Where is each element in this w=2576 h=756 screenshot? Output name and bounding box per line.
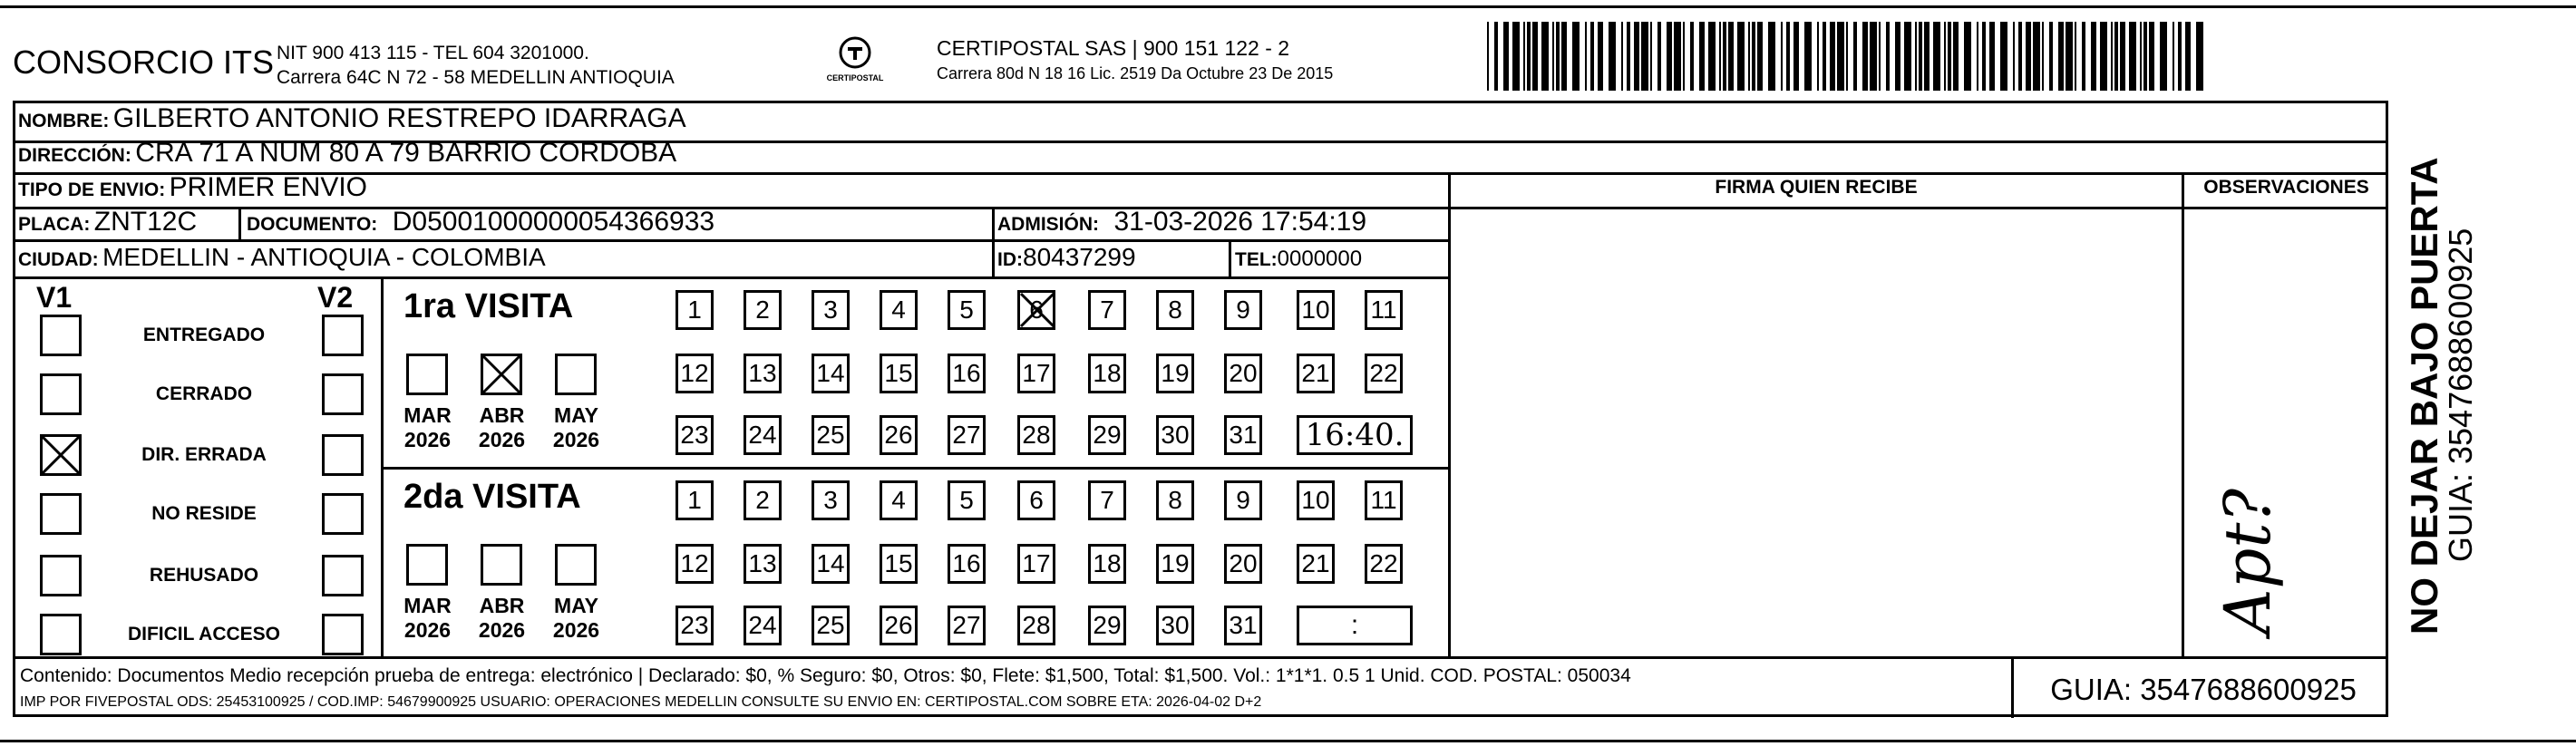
status-label: NO RESIDE bbox=[151, 503, 257, 524]
logo-text: CERTIPOSTAL bbox=[826, 73, 884, 82]
day-cell[interactable]: 14 bbox=[812, 544, 850, 584]
status-label: DIR. ERRADA bbox=[141, 444, 267, 465]
address-row bbox=[18, 138, 676, 169]
month-label bbox=[394, 594, 462, 643]
row-rule bbox=[13, 239, 1450, 242]
v1-header: V1 bbox=[36, 281, 73, 314]
signature-header: FIRMA QUIEN RECIBE bbox=[1715, 177, 1918, 198]
row-rule bbox=[13, 276, 1450, 279]
v2-checkbox[interactable] bbox=[322, 614, 364, 655]
day-cell[interactable]: 10 bbox=[1297, 480, 1335, 520]
month-checkbox[interactable] bbox=[406, 354, 448, 395]
day-cell[interactable]: 28 bbox=[1017, 415, 1055, 455]
id-row bbox=[997, 243, 1136, 272]
month-year: 2026 bbox=[403, 428, 452, 451]
carrier-line-1: CERTIPOSTAL SAS | 900 151 122 - 2 bbox=[937, 36, 1290, 60]
day-cell[interactable]: 8 bbox=[1156, 290, 1194, 330]
day-cell[interactable]: 7 bbox=[1088, 480, 1126, 520]
day-cell[interactable]: 30 bbox=[1156, 606, 1194, 645]
day-cell[interactable]: 14 bbox=[812, 354, 850, 393]
v2-header: V2 bbox=[317, 281, 354, 314]
col-rule bbox=[2182, 172, 2184, 658]
v1-checkbox[interactable] bbox=[40, 315, 82, 356]
day-cell[interactable]: 4 bbox=[880, 290, 918, 330]
day-cell[interactable]: 8 bbox=[1156, 480, 1194, 520]
status-label: CERRADO bbox=[155, 383, 253, 404]
document-row bbox=[247, 207, 714, 237]
month-name: ABR bbox=[479, 403, 525, 427]
name-value: GILBERTO ANTONIO RESTREPO IDARRAGA bbox=[112, 103, 686, 133]
day-cell[interactable]: 6 bbox=[1017, 480, 1055, 520]
status-label: REHUSADO bbox=[149, 565, 259, 586]
footer-guide: GUIA: 3547688600925 bbox=[2050, 673, 2357, 706]
day-cell[interactable]: 20 bbox=[1224, 354, 1262, 393]
company-info bbox=[277, 41, 675, 90]
v2-checkbox[interactable] bbox=[322, 315, 364, 356]
day-cell[interactable]: 31 bbox=[1224, 415, 1262, 455]
admission-value: 31-03-2026 17:54:19 bbox=[1113, 207, 1367, 237]
month-checkbox[interactable] bbox=[555, 354, 597, 395]
day-check-mark bbox=[1019, 292, 1055, 328]
day-cell[interactable]: 4 bbox=[880, 480, 918, 520]
admission-label: ADMISIÓN: bbox=[997, 214, 1099, 235]
month-label bbox=[394, 403, 462, 452]
time-field[interactable]: 16:40. bbox=[1297, 415, 1413, 455]
day-cell[interactable]: 19 bbox=[1156, 354, 1194, 393]
col-rule bbox=[1448, 172, 1451, 658]
day-cell[interactable]: 28 bbox=[1017, 606, 1055, 645]
day-cell[interactable]: 27 bbox=[948, 415, 986, 455]
logo-icon bbox=[837, 34, 873, 71]
side-warning: NO DEJAR BAJO PUERTA bbox=[2403, 157, 2445, 635]
day-cell[interactable]: 19 bbox=[1156, 544, 1194, 584]
day-cell[interactable]: 3 bbox=[812, 480, 850, 520]
col-rule bbox=[992, 207, 995, 277]
day-cell[interactable]: 11 bbox=[1365, 480, 1403, 520]
plate-value: ZNT12C bbox=[93, 207, 198, 237]
month-year: 2026 bbox=[552, 618, 600, 642]
day-cell[interactable]: 13 bbox=[744, 354, 782, 393]
day-cell[interactable]: 6 bbox=[1017, 290, 1055, 330]
plate-label: PLACA: bbox=[18, 214, 91, 235]
day-cell[interactable]: 1 bbox=[676, 290, 714, 330]
footer-print-info: IMP POR FIVEPOSTAL ODS: 25453100925 / COD.IMP: 54679900925 USUARIO: OPERACIONES MEDELLIN CONSULTE SU ENVIO EN: CERTIPOSTAL.COM SOBRE ETA: 2026-04-02 D+2 bbox=[20, 694, 1262, 710]
col-rule bbox=[2011, 656, 2014, 718]
v1-checkbox[interactable] bbox=[40, 555, 82, 596]
day-cell[interactable]: 23 bbox=[676, 606, 714, 645]
status-label: ENTREGADO bbox=[142, 325, 266, 345]
day-cell[interactable]: 3 bbox=[812, 290, 850, 330]
month-year: 2026 bbox=[478, 428, 526, 451]
day-cell[interactable]: 10 bbox=[1297, 290, 1335, 330]
day-cell[interactable]: 12 bbox=[676, 544, 714, 584]
status-label: DIFICIL ACCESO bbox=[127, 624, 280, 645]
tel-row bbox=[1235, 247, 1362, 272]
month-name: ABR bbox=[479, 594, 525, 617]
day-cell[interactable]: 25 bbox=[812, 606, 850, 645]
v2-checkbox[interactable] bbox=[322, 555, 364, 596]
ship-type-row bbox=[18, 172, 367, 203]
v2-checkbox[interactable] bbox=[322, 434, 364, 476]
v1-checkbox[interactable] bbox=[40, 373, 82, 415]
top-rule bbox=[0, 5, 2576, 8]
carrier-line-2: Carrera 80d N 18 16 Lic. 2519 Da Octubre 23 De 2015 bbox=[937, 64, 1334, 82]
v2-checkbox[interactable] bbox=[322, 373, 364, 415]
visit-divider bbox=[381, 467, 1450, 470]
row-rule bbox=[13, 172, 2388, 175]
time-field[interactable]: : bbox=[1297, 606, 1413, 645]
observations-header: OBSERVACIONES bbox=[2203, 177, 2369, 198]
day-cell[interactable]: 17 bbox=[1017, 354, 1055, 393]
day-cell[interactable]: 11 bbox=[1365, 290, 1403, 330]
day-cell[interactable]: 5 bbox=[948, 290, 986, 330]
month-label bbox=[542, 594, 610, 643]
day-cell[interactable]: 18 bbox=[1088, 544, 1126, 584]
company-line-2: Carrera 64C N 72 - 58 MEDELLIN ANTIOQUIA bbox=[277, 67, 675, 88]
address-label: DIRECCIÓN: bbox=[18, 145, 131, 166]
day-cell[interactable]: 21 bbox=[1297, 354, 1335, 393]
day-cell[interactable]: 17 bbox=[1017, 544, 1055, 584]
col-rule bbox=[1229, 239, 1231, 277]
month-name: MAY bbox=[554, 403, 598, 427]
day-cell[interactable]: 25 bbox=[812, 415, 850, 455]
city-row bbox=[18, 243, 546, 272]
day-cell[interactable]: 9 bbox=[1224, 480, 1262, 520]
bottom-rule bbox=[0, 740, 2576, 742]
month-checkbox[interactable] bbox=[555, 544, 597, 586]
barcode bbox=[1487, 22, 2212, 94]
month-name: MAR bbox=[403, 403, 452, 427]
day-cell[interactable]: 22 bbox=[1365, 544, 1403, 584]
name-label: NOMBRE: bbox=[18, 111, 110, 131]
city-label: CIUDAD: bbox=[18, 249, 99, 270]
month-year: 2026 bbox=[552, 428, 600, 451]
day-cell[interactable]: 22 bbox=[1365, 354, 1403, 393]
day-cell[interactable]: 16 bbox=[948, 544, 986, 584]
day-cell[interactable]: 16 bbox=[948, 354, 986, 393]
month-check-mark bbox=[481, 354, 522, 395]
company-name: CONSORCIO ITS bbox=[13, 44, 275, 81]
month-name: MAY bbox=[554, 594, 598, 617]
day-cell[interactable]: 24 bbox=[744, 606, 782, 645]
day-cell[interactable]: 26 bbox=[880, 606, 918, 645]
id-value: 80437299 bbox=[1023, 243, 1136, 271]
day-cell[interactable]: 31 bbox=[1224, 606, 1262, 645]
day-cell[interactable]: 26 bbox=[880, 415, 918, 455]
name-row bbox=[18, 103, 686, 134]
month-name: MAR bbox=[403, 594, 452, 617]
visit-title: 2da VISITA bbox=[403, 478, 581, 516]
certipostal-logo bbox=[810, 34, 900, 82]
day-cell[interactable]: 1 bbox=[676, 480, 714, 520]
day-cell[interactable]: 29 bbox=[1088, 415, 1126, 455]
day-cell[interactable]: 21 bbox=[1297, 544, 1335, 584]
day-cell[interactable]: 24 bbox=[744, 415, 782, 455]
side-guide: GUIA: 3547688600925 bbox=[2442, 228, 2479, 562]
v1-checkbox[interactable] bbox=[40, 614, 82, 655]
day-cell[interactable]: 20 bbox=[1224, 544, 1262, 584]
day-cell[interactable]: 15 bbox=[880, 544, 918, 584]
day-cell[interactable]: 9 bbox=[1224, 290, 1262, 330]
month-label bbox=[542, 403, 610, 452]
month-label bbox=[468, 594, 536, 643]
footer-content: Contenido: Documentos Medio recepción prueba de entrega: electrónico | Declarado: $0, % Seguro: $0, Otros: $0, Flete: $1,500, Total: $1,500. Vol.: 1*1*1. 0.5 1 Unid. COD. POSTAL: 050034 bbox=[20, 665, 1631, 686]
v2-checkbox[interactable] bbox=[322, 493, 364, 535]
carrier-info bbox=[937, 36, 1333, 83]
day-cell[interactable]: 29 bbox=[1088, 606, 1126, 645]
day-cell[interactable]: 13 bbox=[744, 544, 782, 584]
day-cell[interactable]: 7 bbox=[1088, 290, 1126, 330]
day-cell[interactable]: 2 bbox=[744, 480, 782, 520]
col-rule bbox=[238, 207, 241, 241]
month-label bbox=[468, 403, 536, 452]
month-checkbox[interactable] bbox=[406, 544, 448, 586]
v1-check-mark bbox=[40, 434, 82, 476]
day-cell[interactable]: 30 bbox=[1156, 415, 1194, 455]
visit-title: 1ra VISITA bbox=[403, 287, 574, 325]
day-cell[interactable]: 5 bbox=[948, 480, 986, 520]
id-label: ID: bbox=[997, 249, 1023, 270]
month-year: 2026 bbox=[478, 618, 526, 642]
ship-type-label: TIPO DE ENVIO: bbox=[18, 179, 166, 200]
company-line-1: NIT 900 413 115 - TEL 604 3201000. bbox=[277, 43, 589, 63]
footer-rule bbox=[13, 656, 2388, 659]
day-cell[interactable]: 2 bbox=[744, 290, 782, 330]
month-checkbox[interactable] bbox=[481, 544, 522, 586]
day-cell[interactable]: 27 bbox=[948, 606, 986, 645]
month-year: 2026 bbox=[403, 618, 452, 642]
day-cell[interactable]: 15 bbox=[880, 354, 918, 393]
address-value: CRA 71 A NUM 80 A 79 BARRIO CORDOBA bbox=[135, 138, 677, 168]
tel-value: 0000000 bbox=[1277, 247, 1363, 271]
city-value: MEDELLIN - ANTIOQUIA - COLOMBIA bbox=[102, 243, 546, 271]
day-cell[interactable]: 23 bbox=[676, 415, 714, 455]
document-value: D05001000000054366933 bbox=[392, 207, 715, 237]
day-cell[interactable]: 18 bbox=[1088, 354, 1126, 393]
v1-checkbox[interactable] bbox=[40, 493, 82, 535]
ship-type-value: PRIMER ENVIO bbox=[169, 172, 368, 202]
admission-row bbox=[997, 207, 1366, 237]
day-cell[interactable]: 12 bbox=[676, 354, 714, 393]
plate-row bbox=[18, 207, 197, 237]
tel-label: TEL: bbox=[1235, 249, 1278, 270]
document-label: DOCUMENTO: bbox=[247, 214, 378, 235]
